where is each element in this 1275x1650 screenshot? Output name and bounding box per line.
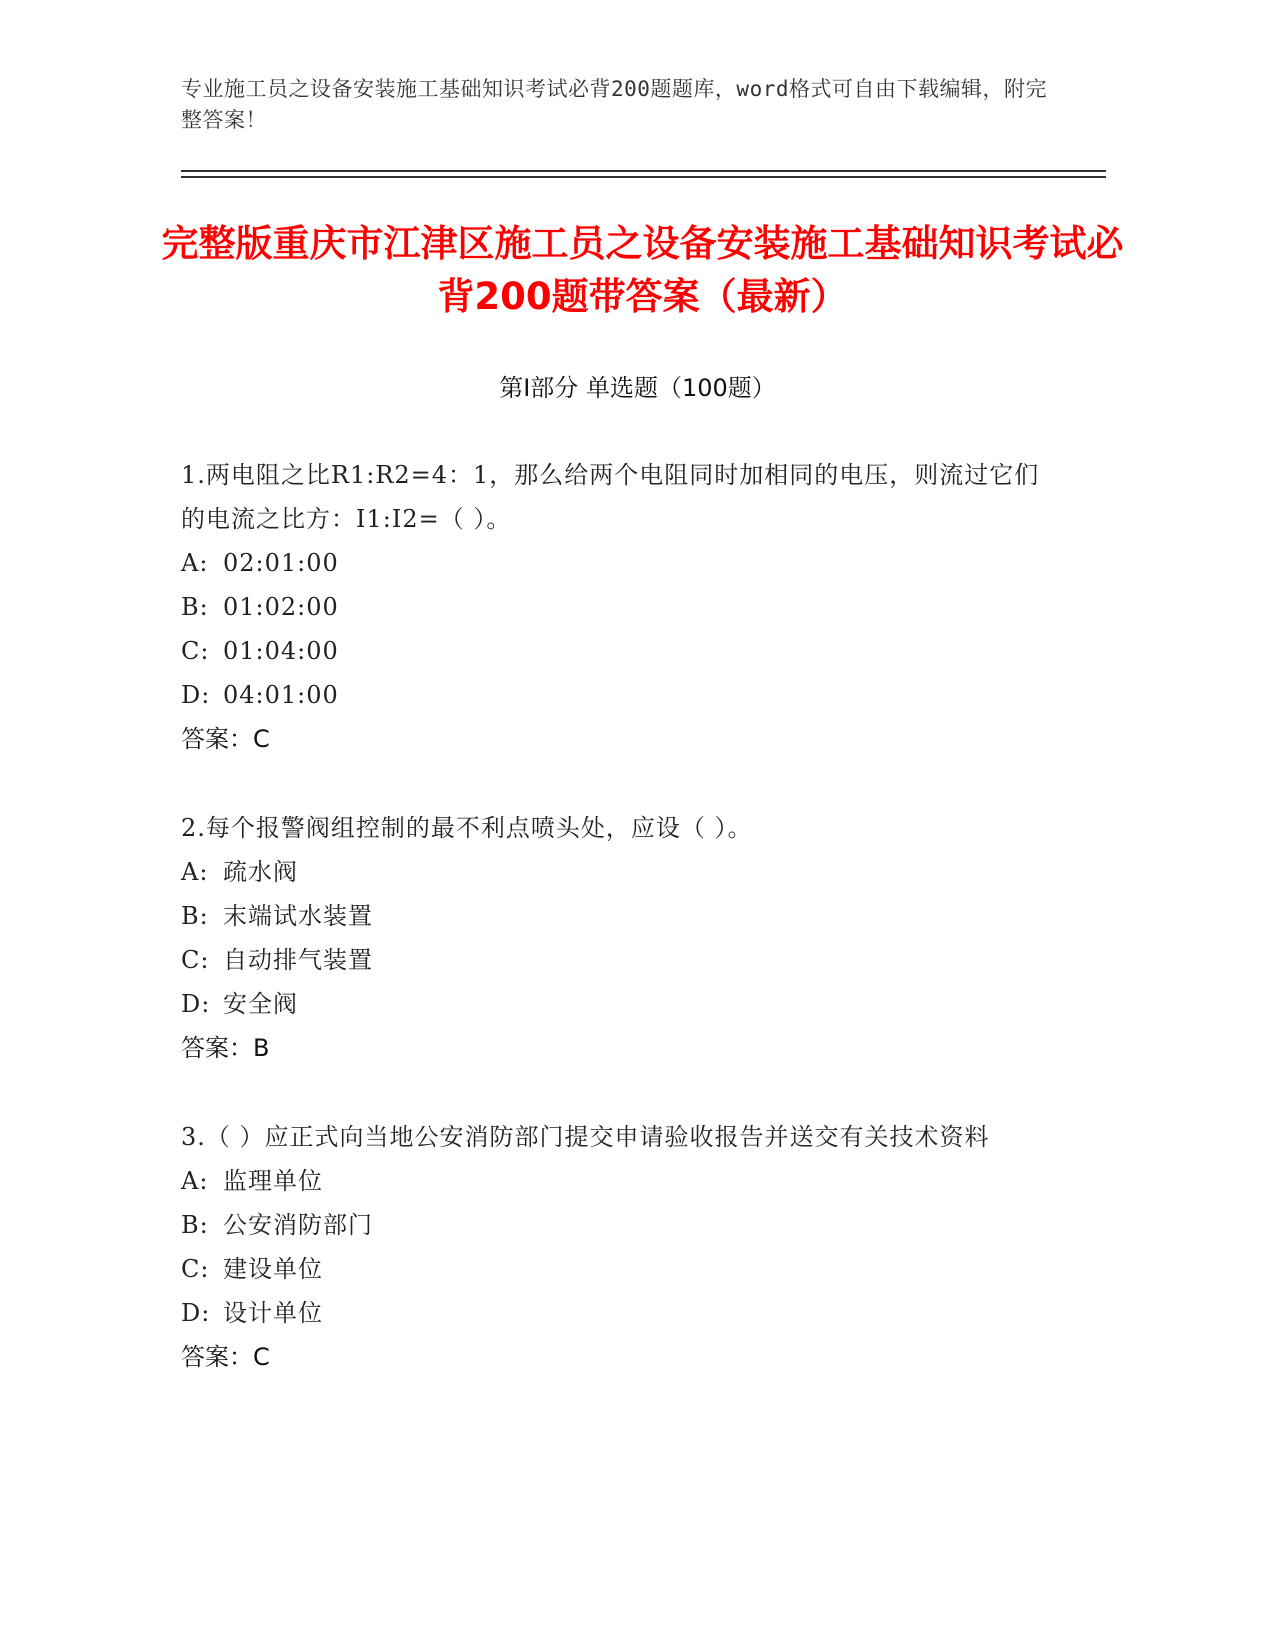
option-key: D: <box>181 990 211 1018</box>
option-text: 04:01:00 <box>223 681 339 709</box>
option-text: 公安消防部门 <box>223 1211 373 1239</box>
answer: 答案：C <box>181 725 270 753</box>
question-2 <box>181 806 1041 1070</box>
option-c <box>181 629 1041 673</box>
document-title: 完整版重庆市江津区施工员之设备安装施工基础知识考试必背200题带答案（最新） <box>161 222 1124 318</box>
option-a <box>181 541 1041 585</box>
option-key: B: <box>181 902 209 930</box>
option-key: B: <box>181 1211 209 1239</box>
option-key: B: <box>181 593 209 621</box>
answer: 答案：B <box>181 1034 270 1062</box>
option-a <box>181 850 1041 894</box>
option-key: C: <box>181 637 210 665</box>
option-text: 自动排气装置 <box>223 946 373 974</box>
section-title: 第Ⅰ部分 单选题（100题） <box>499 374 776 402</box>
option-text: 01:02:00 <box>223 593 339 621</box>
option-key: A: <box>181 1167 209 1195</box>
header-divider-top <box>181 170 1106 172</box>
option-b <box>181 894 1041 938</box>
option-c <box>181 938 1041 982</box>
option-key: C: <box>181 1255 210 1283</box>
question-stem: 3.（ ）应正式向当地公安消防部门提交申请验收报告并送交有关技术资料 <box>181 1123 990 1151</box>
option-text: 末端试水装置 <box>223 902 373 930</box>
option-text: 监理单位 <box>223 1167 323 1195</box>
question-stem: 1.两电阻之比R1:R2=4：1，那么给两个电阻同时加相同的电压，则流过它们的电流之比方：I1:I2=（ ）。 <box>181 461 1040 533</box>
option-text: 02:01:00 <box>223 549 339 577</box>
option-key: D: <box>181 1299 211 1327</box>
header-divider-bottom <box>181 176 1106 178</box>
option-text: 设计单位 <box>223 1299 323 1327</box>
option-a <box>181 1159 1041 1203</box>
question-3 <box>181 1115 1041 1379</box>
option-c <box>181 1247 1041 1291</box>
question-1 <box>181 453 1041 761</box>
answer: 答案：C <box>181 1343 270 1371</box>
option-text: 安全阀 <box>223 990 298 1018</box>
option-key: A: <box>181 858 209 886</box>
option-key: C: <box>181 946 210 974</box>
option-b <box>181 1203 1041 1247</box>
option-d <box>181 673 1041 717</box>
option-text: 建设单位 <box>223 1255 323 1283</box>
option-d <box>181 982 1041 1026</box>
header-note: 专业施工员之设备安装施工基础知识考试必背200题题库，word格式可自由下载编辑，附完整答案！ <box>181 77 1047 132</box>
option-d <box>181 1291 1041 1335</box>
option-b <box>181 585 1041 629</box>
question-stem: 2.每个报警阀组控制的最不利点喷头处，应设（ ）。 <box>181 814 753 842</box>
option-key: D: <box>181 681 211 709</box>
option-key: A: <box>181 549 209 577</box>
question-list <box>181 453 1041 1424</box>
option-text: 疏水阀 <box>223 858 298 886</box>
option-text: 01:04:00 <box>223 637 339 665</box>
